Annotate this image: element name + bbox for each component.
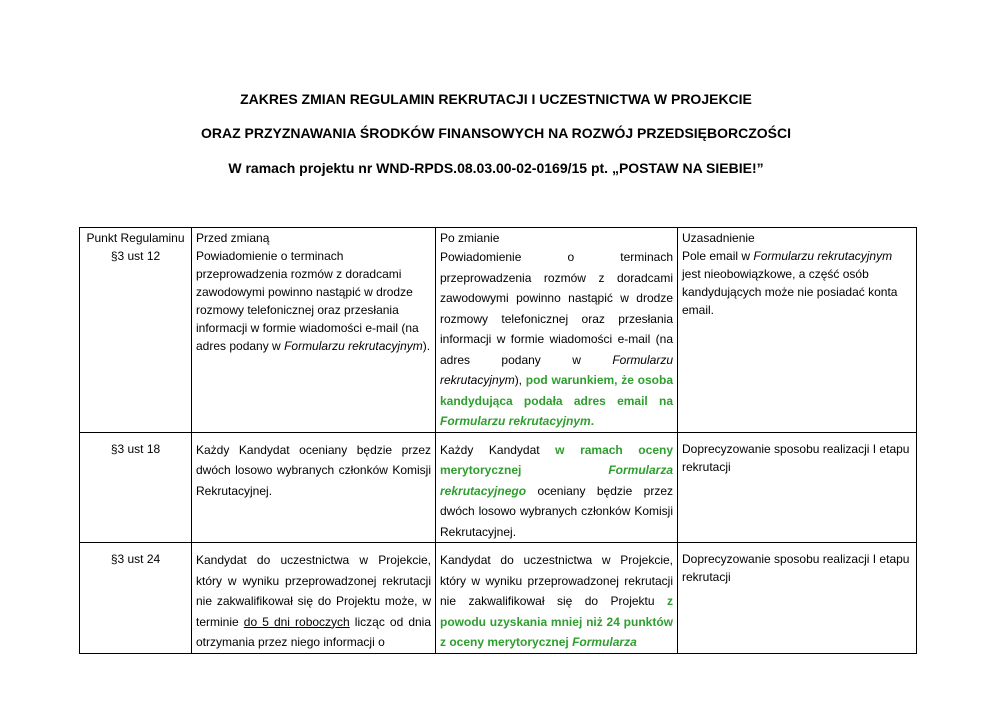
after-change-text: Powiadomienie o terminach przeprowadzenia rozmów z doradcami zawodowymi powinno nastąpić w drodze rozmowy telefonicznej oraz przesłania informacji w formie wiadomości e-mail (na adres podany w Formularzu rekrutacyjnym), pod warunkiem, że osoba kandydująca podała adres email na Formularzu rekrutacyjnym. xyxy=(440,250,673,428)
regulation-point-cell xyxy=(80,543,192,654)
justification-text: Pole email w Formularzu rekrutacyjnym jest nieobowiązkowe, a część osób kandydujących może nie posiadać konta email. xyxy=(682,249,898,317)
before-change-cell xyxy=(192,432,436,543)
document-title-line-2: ORAZ PRZYZNAWANIA ŚRODKÓW FINANSOWYCH NA ROZWÓJ PRZEDSIĘBORCZOŚCI xyxy=(200,125,792,141)
column-header-justification: Uzasadnienie xyxy=(682,231,755,245)
regulation-point: §3 ust 18 xyxy=(110,441,161,456)
regulation-point: §3 ust 24 xyxy=(110,552,161,566)
column-header-before: Przed zmianą xyxy=(196,231,270,245)
justification-cell xyxy=(678,543,917,654)
column-header-after: Po zmianie xyxy=(440,231,500,245)
justification-text: Doprecyzowanie sposobu realizacji I etapu rekrutacji xyxy=(682,552,910,584)
before-change-cell xyxy=(192,228,436,433)
before-change-text: Powiadomienie o terminach przeprowadzenia rozmów z doradcami zawodowymi powinno nastąpić w drodze rozmowy telefonicznej oraz przesłania informacji w formie wiadomości e-mail (na adres podany w Formularzu rekrutacyjnym). xyxy=(196,249,431,353)
after-change-text: Każdy Kandydat w ramach oceny merytorycznej Formularza rekrutacyjnego oceniany będzie przez dwóch losowo wybranych członków Komisji Rekrutacyjnej. xyxy=(440,442,673,539)
table-row xyxy=(80,228,917,433)
justification-text: Doprecyzowanie sposobu realizacji I etapu rekrutacji xyxy=(682,441,910,474)
regulation-point-cell xyxy=(80,228,192,433)
table-row xyxy=(80,432,917,543)
after-change-cell xyxy=(436,228,678,433)
regulation-point: §3 ust 12 xyxy=(110,249,161,263)
after-change-cell xyxy=(436,543,678,654)
justification-cell xyxy=(678,432,917,543)
document-title-line-1: ZAKRES ZMIAN REGULAMIN REKRUTACJI I UCZESTNICTWA W PROJEKCIE xyxy=(240,91,752,107)
before-change-cell xyxy=(192,543,436,654)
table-row xyxy=(80,543,917,654)
changes-table xyxy=(79,227,917,654)
after-change-text: Kandydat do uczestnictwa w Projekcie, który w wyniku przeprowadzonej rekrutacji nie zakwalifikował się do Projektu z powodu uzyskania mniej niż 24 punktów z oceny merytorycznej Formularza xyxy=(440,553,673,649)
document-title-line-3: W ramach projektu nr WND-RPDS.08.03.00-02-0169/15 pt. „POSTAW NA SIEBIE!” xyxy=(228,160,764,176)
justification-cell xyxy=(678,228,917,433)
after-change-cell xyxy=(436,432,678,543)
before-change-text: Kandydat do uczestnictwa w Projekcie, który w wyniku przeprowadzonej rekrutacji nie zakwalifikował się do Projektu może, w terminie do 5 dni roboczych licząc od dnia otrzymania przez niego informacji o xyxy=(196,553,432,649)
before-change-text: Każdy Kandydat oceniany będzie przez dwóch losowo wybranych członków Komisji Rekrutacyjnej. xyxy=(196,442,431,498)
column-header-point: Punkt Regulaminu xyxy=(86,231,185,245)
regulation-point-cell xyxy=(80,432,192,543)
